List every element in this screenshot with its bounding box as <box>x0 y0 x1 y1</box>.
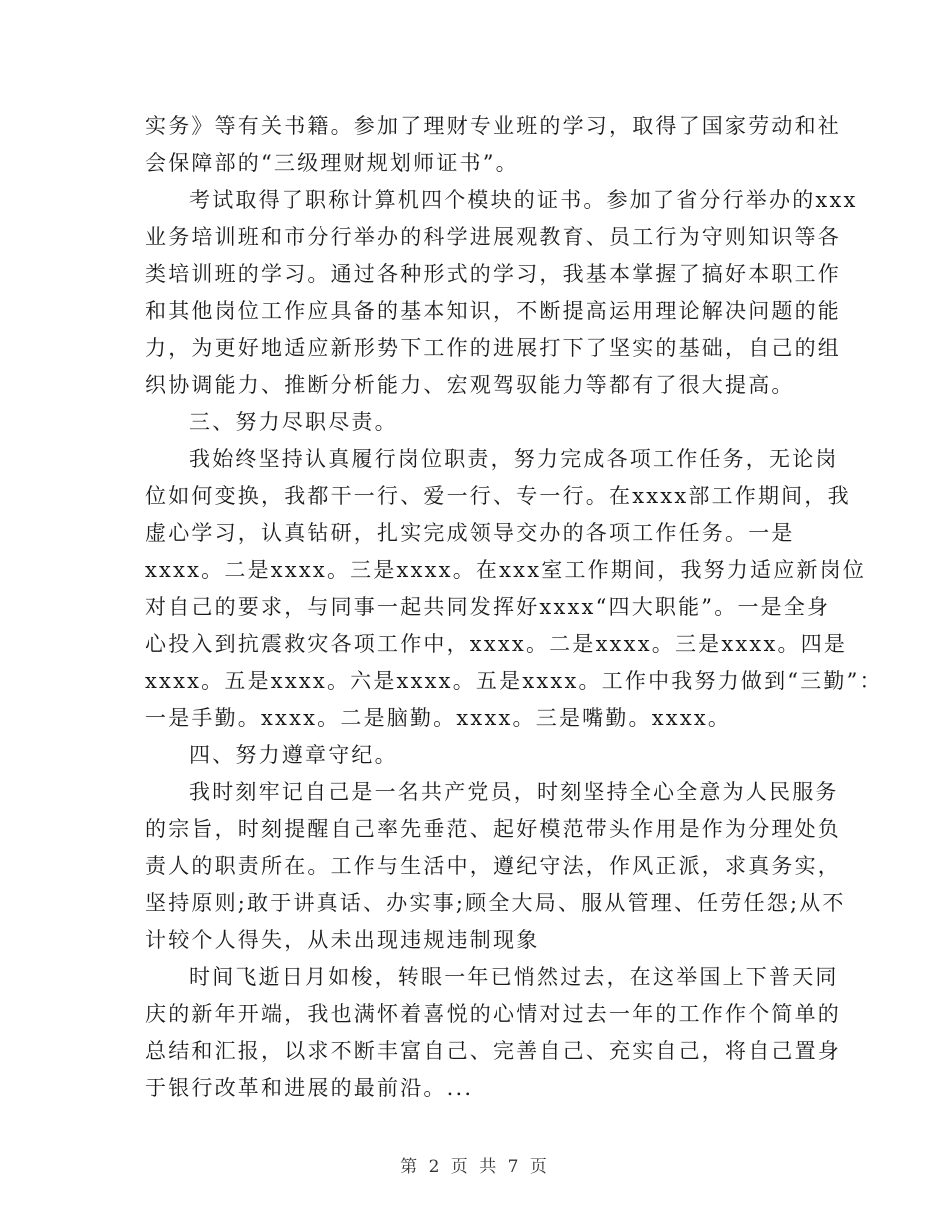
page-footer: 第 2 页 共 7 页 <box>400 1157 550 1177</box>
text-line: 庆的新年开端，我也满怀着喜悦的心情对过去一年的工作作个简单的 <box>145 1002 841 1026</box>
text-line: 我始终坚持认真履行岗位职责，努力完成各项工作任务，无论岗 <box>189 447 839 471</box>
text-line: 计较个人得失，从未出现违规违制现象 <box>145 928 540 952</box>
text-line: 于银行改革和进展的最前沿。... <box>145 1076 474 1100</box>
text-line: 虚心学习，认真钻研，扎实完成领导交办的各项工作任务。一是 <box>145 521 795 545</box>
document-body <box>145 108 883 1107</box>
text-line: 类培训班的学习。通过各种形式的学习，我基本掌握了搞好本职工作 <box>145 262 841 286</box>
text-line: 心投入到抗震救灾各项工作中，xxxx。二是xxxx。三是xxxx。四是 <box>145 632 848 656</box>
text-line: 位如何变换，我都干一行、爱一行、专一行。在xxxx部工作期间，我 <box>145 484 851 508</box>
text-line: xxxx。二是xxxx。三是xxxx。在xxx室工作期间，我努力适应新岗位 <box>145 558 867 582</box>
text-line: 我时刻牢记自己是一名共产党员，时刻坚持全心全意为人民服务 <box>189 780 839 804</box>
text-line: 对自己的要求，与同事一起共同发挥好xxxx“四大职能”。一是全身 <box>145 595 831 619</box>
text-line: 和其他岗位工作应具备的基本知识，不断提高运用理论解决问题的能 <box>145 299 841 323</box>
text-line: xxxx。五是xxxx。六是xxxx。五是xxxx。工作中我努力做到“三勤”： <box>145 669 883 693</box>
text-line: 总结和汇报，以求不断丰富自己、完善自己、充实自己，将自己置身 <box>145 1039 841 1063</box>
text-line: 会保障部的“三级理财规划师证书”。 <box>145 151 519 175</box>
text-line: 实务》等有关书籍。参加了理财专业班的学习，取得了国家劳动和社 <box>145 114 841 138</box>
text-line: 考试取得了职称计算机四个模块的证书。参加了省分行举办的xxx <box>189 188 858 212</box>
text-line: 四、努力遵章守纪。 <box>189 743 398 767</box>
text-line: 三、努力尽职尽责。 <box>189 410 398 434</box>
text-line: 的宗旨，时刻提醒自己率先垂范、起好模范带头作用是作为分理处负 <box>145 817 841 841</box>
text-line: 坚持原则;敢于讲真话、办实事;顾全大局、服从管理、任劳任怨;从不 <box>145 891 846 915</box>
text-line: 一是手勤。xxxx。二是脑勤。xxxx。三是嘴勤。xxxx。 <box>145 706 732 730</box>
text-line: 时间飞逝日月如梭，转眼一年已悄然过去，在这举国上下普天同 <box>189 965 839 989</box>
text-line: 力，为更好地适应新形势下工作的进展打下了坚实的基础，自己的组 <box>145 336 841 360</box>
text-line: 织协调能力、推断分析能力、宏观驾驭能力等都有了很大提高。 <box>145 373 795 397</box>
text-line: 业务培训班和市分行举办的科学进展观教育、员工行为守则知识等各 <box>145 225 841 249</box>
text-line: 责人的职责所在。工作与生活中，遵纪守法，作风正派，求真务实， <box>145 854 841 878</box>
